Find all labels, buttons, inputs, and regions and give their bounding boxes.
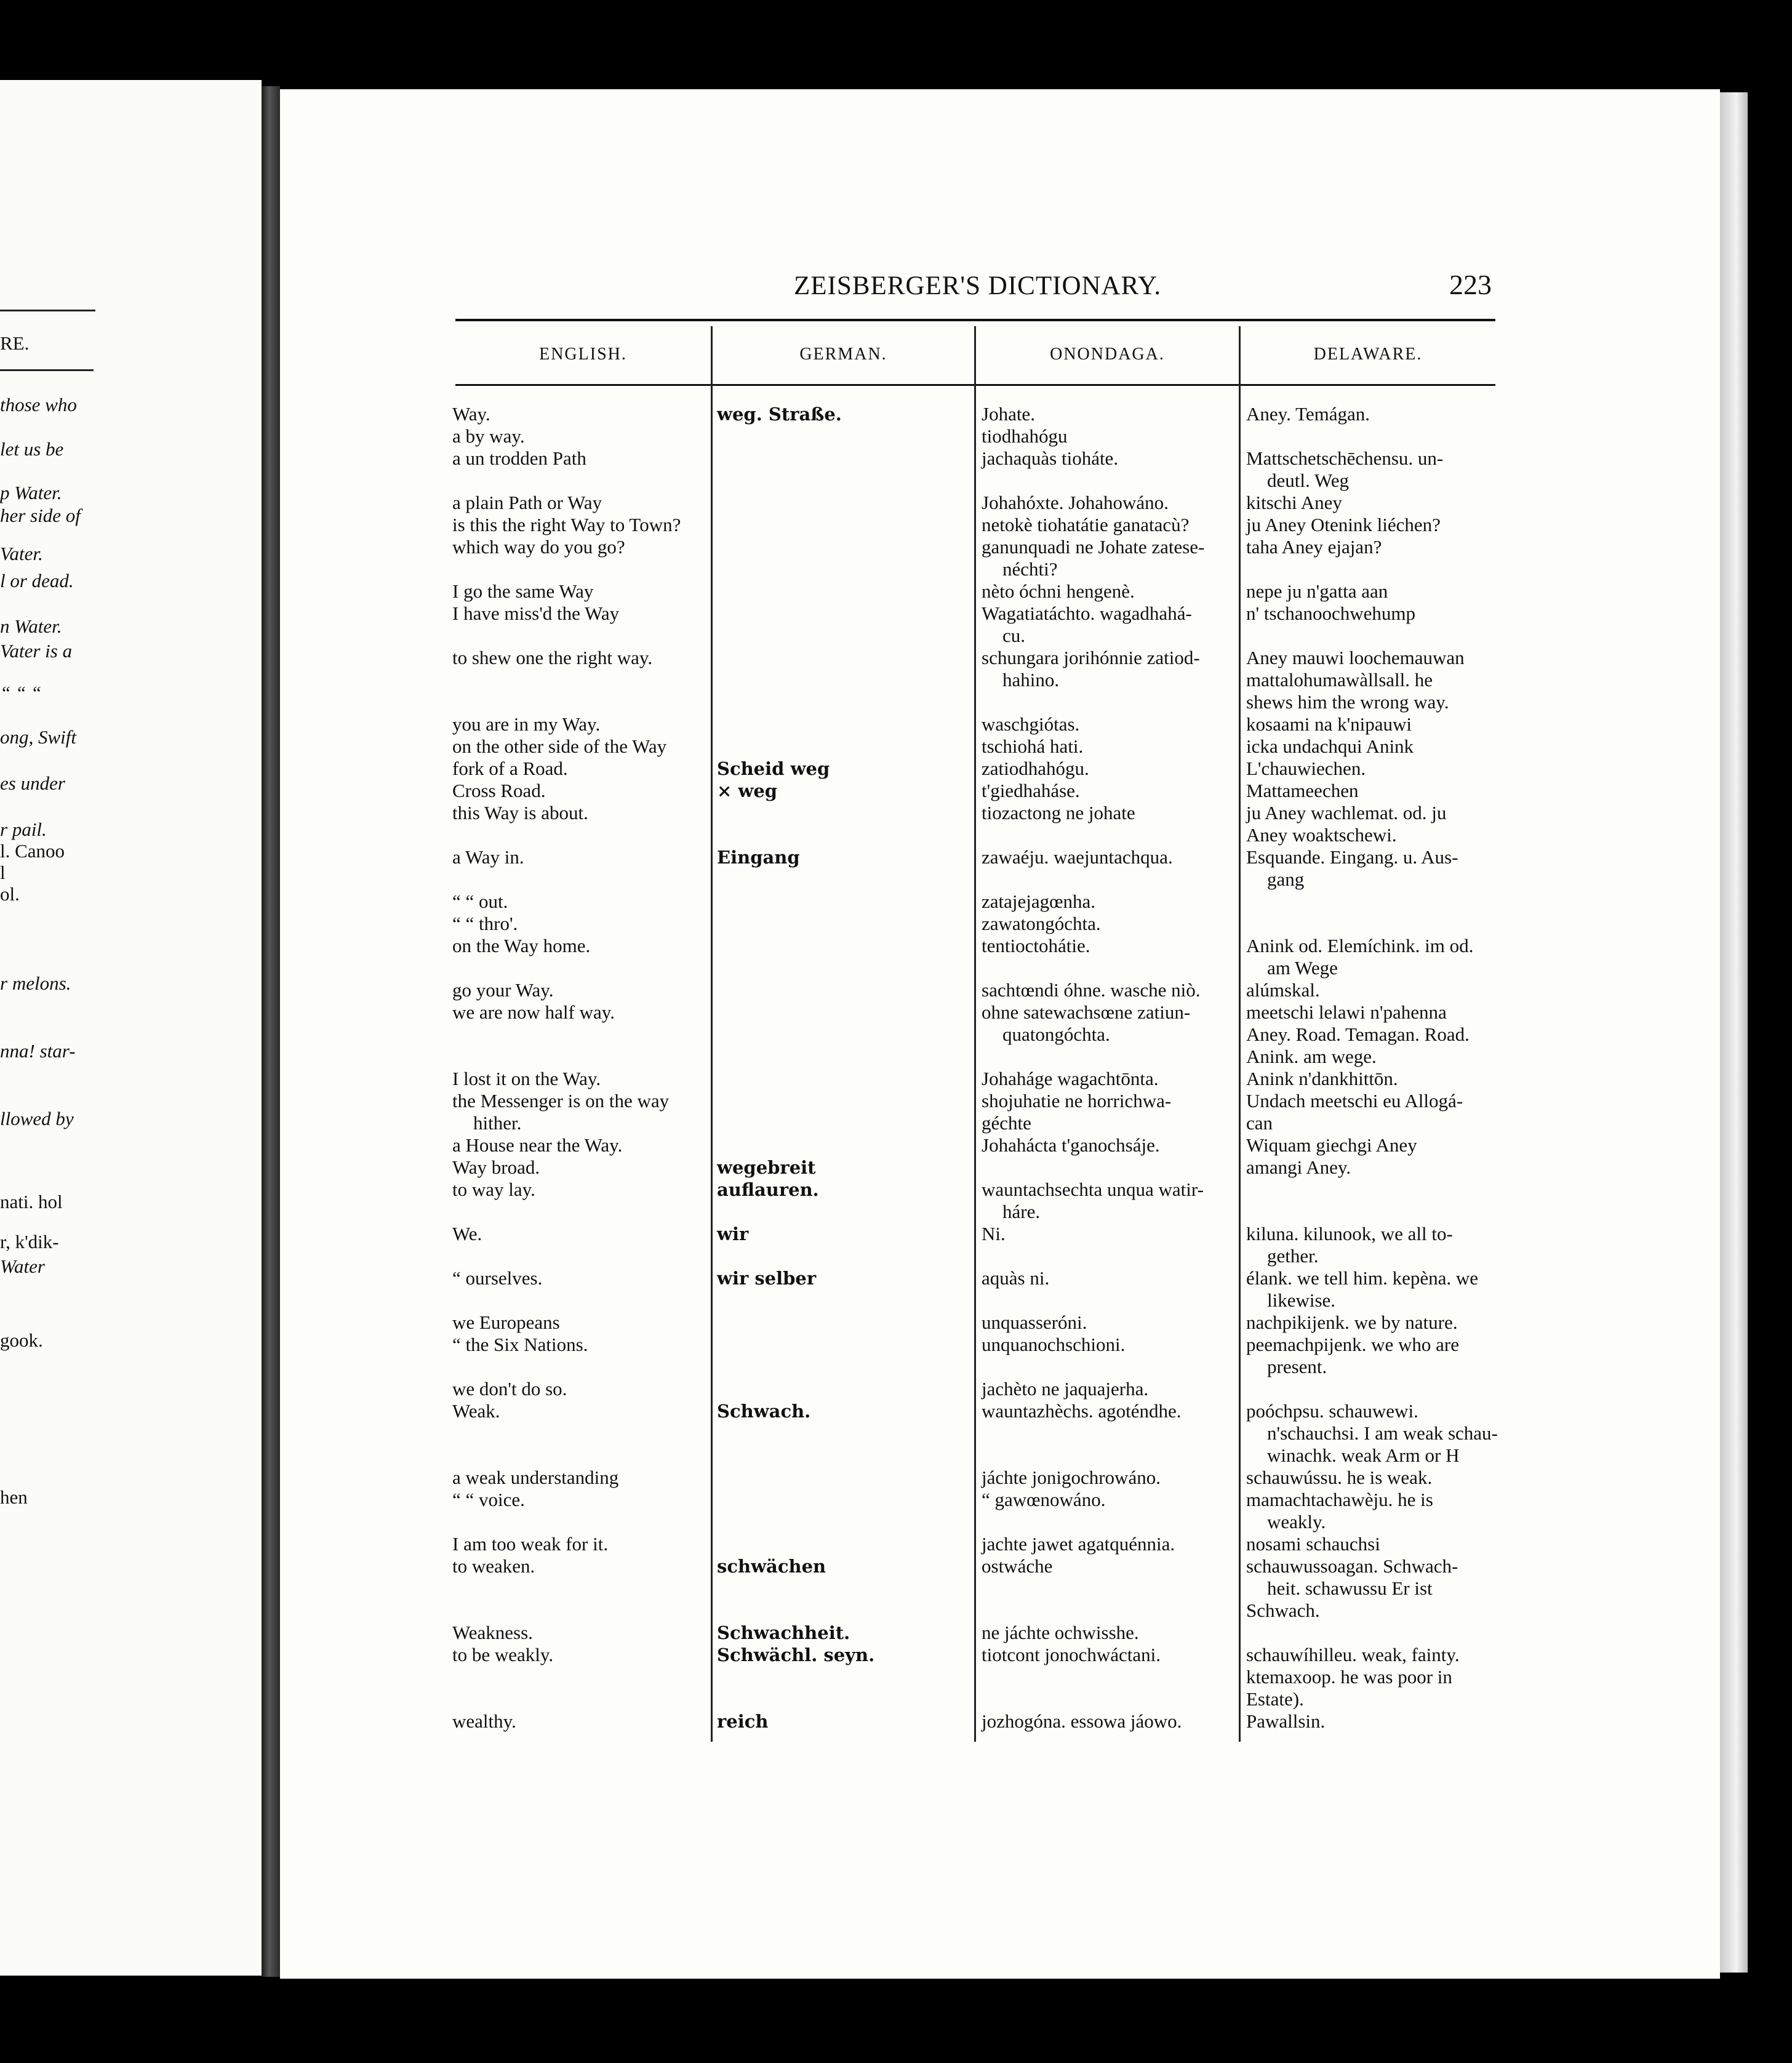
table-cell-onondaga: háre. [1002,1201,1041,1222]
table-cell-delaware: Aney mauwi loochemauwan [1246,647,1465,668]
table-cell-onondaga: Johahóxte. Johahowáno. [982,492,1169,513]
table-cell-english: a Way in. [452,846,524,868]
table-cell-english: to way lay. [452,1179,535,1200]
table-cell-delaware: can [1246,1112,1273,1134]
table-cell-delaware: amangi Aney. [1246,1156,1351,1178]
table-cell-delaware: Aney woaktschewi. [1246,824,1397,846]
table-cell-delaware: Anink. am wege. [1246,1046,1377,1067]
table-cell-english: I go the same Way [452,580,594,602]
table-cell-onondaga: sachtœndi óhne. wasche niò. [982,979,1201,1001]
table-cell-onondaga: waschgiótas. [982,713,1080,735]
table-cell-delaware: poóchpsu. schauwewi. [1246,1400,1418,1422]
table-cell-english: fork of a Road. [452,758,568,779]
table-cell-delaware: present. [1267,1356,1327,1377]
table-cell-english: to shew one the right way. [452,647,653,668]
table-cell-english: We. [452,1223,482,1244]
table-cell-english: a House near the Way. [452,1134,623,1156]
table-cell-onondaga: unquasseróni. [982,1312,1087,1333]
column-divider [974,326,976,1742]
column-header-german: GERMAN. [799,345,887,364]
table-cell-german: Schwachheit. [717,1622,850,1643]
header-rule [455,319,1495,321]
table-cell-german: Eingang [717,847,800,868]
table-cell-delaware: mattalohumawàllsall. he [1246,669,1433,691]
table-cell-onondaga: géchte [982,1112,1031,1134]
left-page-fragment-line: p Water. [0,482,62,503]
left-page-fragment-line: es under [0,772,65,794]
table-cell-delaware: schauwússu. he is weak. [1246,1467,1433,1488]
left-page-fragment-line: n Water. [0,615,62,637]
table-cell-delaware: schauwussoagan. Schwach- [1246,1555,1458,1577]
table-cell-onondaga: wauntachsechta unqua watir- [982,1179,1204,1200]
left-page-fragment-line: Vater is a [0,640,73,662]
left-page-fragment-line: r, k'dik- [0,1231,59,1252]
table-cell-delaware: Aney. Temágan. [1246,403,1370,425]
table-cell-onondaga: cu. [1002,625,1026,646]
table-cell-delaware: kiluna. kilunook, we all to- [1246,1223,1453,1244]
table-cell-english: a weak understanding [452,1467,619,1488]
table-cell-onondaga: jáchte jonigochrowáno. [982,1467,1161,1488]
table-cell-german: wir [717,1224,749,1244]
table-cell-onondaga: tiozactong ne johate [982,802,1135,823]
table-cell-delaware: Undach meetschi eu Allogá- [1246,1090,1463,1112]
table-cell-onondaga: jozhogóna. essowa jáowo. [982,1710,1182,1732]
table-cell-delaware: Esquande. Eingang. u. Aus- [1246,846,1458,868]
left-page-fragment-line: let us be [0,438,64,460]
table-cell-onondaga: netokè tiohatátie ganatacù? [982,514,1190,535]
table-cell-english: which way do you go? [452,536,625,558]
left-page-fragment-line: llowed by [0,1108,74,1129]
table-cell-english: on the other side of the Way [452,735,667,757]
table-cell-delaware: Wiquam giechgi Aney [1246,1134,1417,1156]
table-cell-delaware: Anink od. Elemíchink. im od. [1246,935,1474,956]
table-cell-onondaga: wauntazhèchs. agoténdhe. [982,1400,1182,1422]
table-cell-english: we don't do so. [452,1378,567,1400]
left-page-fragment-line: RE. [0,332,30,354]
table-cell-english: you are in my Way. [452,713,601,735]
table-cell-english: the Messenger is on the way [452,1090,670,1112]
table-cell-english: Weakness. [452,1622,533,1643]
table-cell-delaware: shews him the wrong way. [1246,691,1449,713]
table-cell-german: weg. Straße. [717,404,842,425]
left-page-fragment-line: l. Canoo [0,840,65,862]
table-cell-onondaga: hahino. [1002,669,1060,691]
table-cell-delaware: Pawallsin. [1246,1710,1326,1732]
table-cell-delaware: n'schauchsi. I am weak schau- [1267,1422,1498,1444]
table-cell-delaware: Anink n'dankhittōn. [1246,1068,1398,1089]
table-cell-delaware: ktemaxoop. he was poor in [1246,1666,1452,1688]
table-cell-delaware: am Wege [1267,957,1338,979]
table-cell-delaware: winachk. weak Arm or H [1267,1444,1460,1466]
table-cell-onondaga: jachaquàs tioháte. [982,447,1119,469]
left-page-fragment-line: her side of [0,505,81,526]
table-cell-delaware: n' tschanoochwehump [1246,603,1416,624]
table-cell-english: to weaken. [452,1555,535,1577]
table-cell-delaware: Aney. Road. Temagan. Road. [1246,1023,1470,1045]
table-cell-english: on the Way home. [452,935,591,956]
table-cell-delaware: Mattameechen [1246,780,1359,801]
table-cell-german: Schwach. [717,1401,811,1422]
column-header-onondaga: ONONDAGA. [1050,345,1165,364]
table-cell-delaware: nepe ju n'gatta aan [1246,580,1388,602]
table-cell-english: to be weakly. [452,1644,554,1665]
left-page-fragment-line: r pail. [0,819,47,840]
table-cell-german: reich [717,1711,769,1732]
table-cell-onondaga: t'giedhaháse. [982,780,1080,801]
table-cell-english: this Way is about. [452,802,588,823]
table-cell-onondaga: ohne satewachsœne zatiun- [982,1001,1191,1023]
table-cell-delaware: kosaami na k'nipauwi [1246,713,1412,735]
table-cell-english: go your Way. [452,979,554,1001]
table-cell-english: is this the right Way to Town? [452,514,681,535]
table-cell-delaware: élank. we tell him. kepèna. we [1246,1267,1479,1289]
table-cell-onondaga: tiodhahógu [982,425,1068,447]
table-cell-delaware: ju Aney wachlemat. od. ju [1246,802,1447,823]
table-cell-onondaga: shojuhatie ne horrichwa- [982,1090,1172,1112]
table-cell-english: I have miss'd the Way [452,603,620,624]
table-cell-onondaga: tschiohá hati. [982,735,1084,757]
table-cell-onondaga: jachte jawet agatquénnia. [982,1533,1175,1555]
table-cell-english: I am too weak for it. [452,1533,609,1555]
book-gutter [262,86,280,1977]
table-cell-english: “ ourselves. [452,1267,543,1289]
table-cell-onondaga: Wagatiatáchto. wagadhahá- [982,603,1192,624]
table-cell-english: “ the Six Nations. [452,1334,588,1355]
table-cell-delaware: Schwach. [1246,1600,1320,1621]
left-page-fragment-line: gook. [0,1329,43,1351]
table-cell-delaware: Mattschetschēchensu. un- [1246,447,1444,469]
table-cell-onondaga: Ni. [982,1223,1006,1244]
table-cell-delaware: gether. [1267,1245,1319,1267]
column-header-delaware: DELAWARE. [1313,345,1423,364]
left-page-fragment-line: nati. hol [0,1191,63,1212]
column-header-english: ENGLISH. [539,345,627,364]
table-cell-delaware: deutl. Weg [1267,470,1349,491]
table-cell-english: we Europeans [452,1312,560,1333]
table-cell-onondaga: tiotcont jonochwáctani. [982,1644,1161,1665]
table-cell-onondaga: quatongóchta. [1002,1023,1110,1045]
table-cell-delaware: alúmskal. [1246,979,1320,1001]
table-cell-english: a by way. [452,425,525,447]
table-cell-onondaga: ostwáche [982,1555,1053,1577]
table-cell-onondaga: ne jáchte ochwisshe. [982,1622,1139,1643]
left-page-rule [0,369,94,371]
table-cell-german: schwächen [717,1556,826,1577]
table-cell-english: “ “ voice. [452,1489,525,1510]
table-cell-delaware: taha Aney ejajan? [1246,536,1382,558]
left-page-fragment-line: Water [0,1256,45,1277]
table-cell-onondaga: zatajejagœnha. [982,891,1096,912]
table-cell-delaware: Estate). [1246,1688,1304,1710]
left-page-fragment-line: hen [0,1486,28,1508]
column-divider [1239,326,1241,1742]
table-cell-delaware: weakly. [1267,1511,1326,1532]
table-cell-onondaga: “ gawœnowáno. [982,1489,1106,1510]
page-number: 223 [1449,269,1492,300]
table-cell-german: wir selber [717,1268,817,1289]
table-cell-onondaga: tentioctohátie. [982,935,1090,956]
table-cell-onondaga: néchti? [1002,558,1058,580]
table-cell-delaware: nachpikijenk. we by nature. [1246,1312,1458,1333]
table-cell-onondaga: Johaháge wagachtōnta. [982,1068,1159,1089]
table-cell-onondaga: zawaéju. waejuntachqua. [982,846,1173,868]
table-cell-delaware: ju Aney Otenink liéchen? [1246,514,1441,535]
table-cell-german: Schwächl. seyn. [717,1644,875,1665]
left-page-fragment-line: ong, Swift [0,726,77,748]
table-cell-english: a plain Path or Way [452,492,602,513]
table-cell-onondaga: ganunquadi ne Johate zatese- [982,536,1205,558]
left-page-fragment [0,80,262,1976]
table-cell-english: Cross Road. [452,780,546,801]
table-cell-german: wegebreit [717,1157,816,1178]
table-cell-delaware: meetschi lelawi n'pahenna [1246,1001,1447,1023]
page-edge [1720,92,1748,1973]
table-cell-delaware: gang [1267,868,1305,890]
table-cell-english: “ “ thro'. [452,913,518,934]
table-cell-english: hither. [473,1112,522,1134]
table-cell-onondaga: aquàs ni. [982,1267,1050,1289]
table-cell-english: a un trodden Path [452,447,586,469]
left-page-fragment-line: “ “ “ [0,682,42,703]
column-divider [711,326,713,1742]
left-page-fragment-line: those who [0,394,77,415]
left-page-fragment-line: r melons. [0,972,71,994]
table-cell-german: Scheid weg [717,758,830,779]
table-cell-german: auflauren. [717,1179,819,1200]
table-cell-english: wealthy. [452,1710,516,1732]
left-page-fragment-line: l [0,862,6,883]
table-cell-delaware: peemachpijenk. we who are [1246,1334,1460,1355]
table-cell-english: “ “ out. [452,891,508,912]
table-cell-delaware: icka undachqui Anink [1246,735,1414,757]
table-cell-delaware: L'chauwiechen. [1246,758,1366,779]
table-cell-onondaga: Johahácta t'ganochsáje. [982,1134,1160,1156]
left-page-fragment-line: l or dead. [0,570,74,591]
table-cell-delaware: mamachtachawèju. he is [1246,1489,1433,1510]
table-cell-onondaga: nèto óchni hengenè. [982,580,1135,602]
table-cell-onondaga: schungara jorihónnie zatiod- [982,647,1200,668]
table-cell-english: Way. [452,403,490,425]
page-title: ZEISBERGER'S DICTIONARY. [794,271,1162,300]
table-cell-english: I lost it on the Way. [452,1068,601,1089]
left-page-rule [0,310,95,311]
table-cell-onondaga: zatiodhahógu. [982,758,1089,779]
table-cell-delaware: likewise. [1267,1289,1336,1311]
table-cell-english: we are now half way. [452,1001,615,1023]
table-cell-delaware: heit. schawussu Er ist [1267,1577,1433,1599]
table-cell-english: Weak. [452,1400,500,1422]
table-cell-onondaga: Johate. [982,403,1035,425]
table-cell-delaware: schauwíhilleu. weak, fainty. [1246,1644,1460,1665]
left-page-fragment-line: nna! star- [0,1040,76,1062]
table-cell-delaware: kitschi Aney [1246,492,1342,513]
table-cell-onondaga: jachèto ne jaquajerha. [982,1378,1149,1400]
table-cell-delaware: nosami schauchsi [1246,1533,1380,1555]
table-cell-onondaga: zawatongóchta. [982,913,1101,934]
table-cell-english: Way broad. [452,1156,540,1178]
table-cell-onondaga: unquanochschioni. [982,1334,1126,1355]
left-page-fragment-line: Vater. [0,543,43,564]
table-cell-german: × weg [717,780,778,801]
left-page-fragment-line: ol. [0,883,20,905]
